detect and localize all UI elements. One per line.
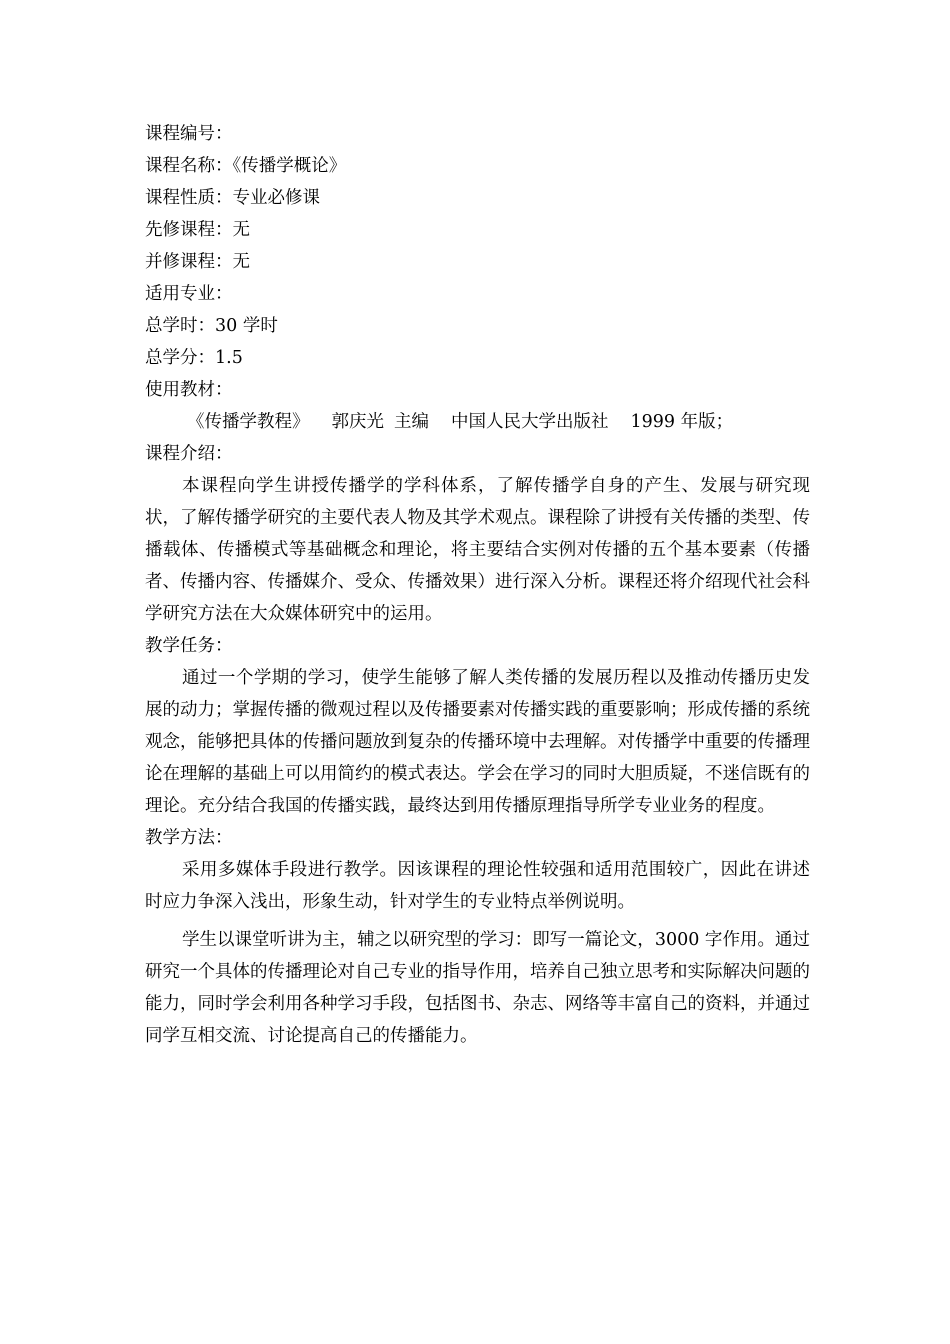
intro-paragraph: 本课程向学生讲授传播学的学科体系，了解传播学自身的产生、发展与研究现状，了解传播学研究的主要代表人物及其学术观点。课程除了讲授有关传播的类型、传播载体、传播模式等基础概念和理论，将主要结合实例对传播的五个基本要素（传播者、传播内容、传播媒介、受众、传播效果）进行深入分析。课程还将介绍现代社会科学研究方法在大众媒体研究中的运用。 (145, 476, 810, 624)
corequisite-course: 并修课程：无 (145, 252, 250, 272)
textbook-edition: 1999 年版； (630, 412, 734, 432)
tasks-heading: 教学任务： (145, 636, 233, 656)
textbook-publisher: 中国人民大学出版社 (451, 412, 609, 432)
tasks-paragraph: 通过一个学期的学习，使学生能够了解人类传播的发展历程以及推动传播历史发展的动力；掌握传播的微观过程以及传播要素对传播实践的重要影响；形成传播的系统观念，能够把具体的传播问题放到复杂的传播环境中去理解。对传播学中重要的传播理论在理解的基础上可以用简约的模式表达。学会在学习的同时大胆质疑，不迷信既有的理论。充分结合我国的传播实践，最终达到用传播原理指导所学专业业务的程度。 (145, 668, 810, 816)
prerequisite-course: 先修课程：无 (145, 220, 250, 240)
course-syllabus-page (145, 118, 810, 1052)
methods-paragraph-1: 采用多媒体手段进行教学。因该课程的理论性较强和适用范围较广，因此在讲述时应力争深入浅出，形象生动，针对学生的专业特点举例说明。 (145, 860, 810, 912)
textbook-heading: 使用教材： (145, 380, 233, 400)
textbook-title: 《传播学教程》 (187, 412, 310, 432)
textbook-reference (145, 406, 810, 438)
course-nature: 课程性质：专业必修课 (145, 188, 320, 208)
course-code: 课程编号： (145, 124, 233, 144)
total-credits: 总学分：1.5 (145, 348, 243, 368)
course-name: 课程名称：《传播学概论》 (145, 156, 347, 176)
methods-heading: 教学方法： (145, 828, 233, 848)
textbook-role: 主编 (394, 412, 429, 432)
methods-paragraph-2: 学生以课堂听讲为主，辅之以研究型的学习：即写一篇论文，3000 字作用。通过研究一个具体的传播理论对自己专业的指导作用，培养自己独立思考和实际解决问题的能力，同时学会利用各种学习手段，包括图书、杂志、网络等丰富自己的资料，并通过同学互相交流、讨论提高自己的传播能力。 (145, 930, 810, 1046)
applicable-major: 适用专业： (145, 284, 233, 304)
intro-heading: 课程介绍： (145, 444, 233, 464)
total-hours: 总学时：30 学时 (145, 316, 278, 336)
textbook-author: 郭庆光 (331, 412, 384, 432)
